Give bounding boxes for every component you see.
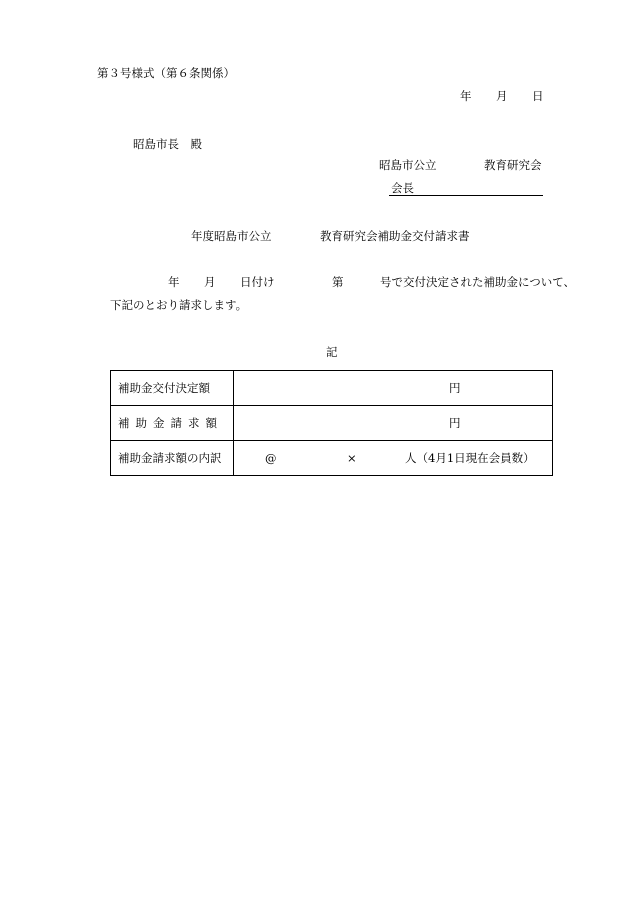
applicant-org-suffix: 教育研究会 [484,158,542,172]
ki-label: 記 [326,345,338,359]
title-prefix: 年度昭島市公立 [191,229,272,243]
table-row [111,441,553,476]
body-line1-rest: 号で交付決定された補助金について、 [380,275,576,289]
row-label: 補助金交付決定額 [111,371,234,406]
date-day: 日 [532,89,544,103]
table-row [111,371,553,406]
table-row [111,406,553,441]
body-number-label: 第 [332,275,344,289]
row-label: 補助金請求額の内訳 [111,441,234,476]
addressee: 昭島市長 殿 [133,137,202,151]
body-year: 年 [168,275,180,289]
row-value [234,371,553,406]
row-value [234,406,553,441]
row-value [234,441,553,476]
detail-table [110,370,553,476]
yen-unit: 円 [449,416,461,430]
chair-signature-line [389,195,543,196]
date-month: 月 [496,89,508,103]
row-label: 補助金請求額 [111,406,234,441]
at-sign: @ [265,451,277,465]
body-line2: 下記のとおり請求します。 [110,298,248,312]
chair-label: 会長 [391,181,414,195]
yen-unit: 円 [449,381,461,395]
form-number: 第３号様式（第６条関係） [97,66,235,80]
date-year: 年 [460,89,472,103]
times-sign: × [347,451,357,465]
title-suffix: 教育研究会補助金交付請求書 [320,229,470,243]
applicant-org-prefix: 昭島市公立 [379,158,437,172]
persons-note: 人（4月1日現在会員数） [405,451,535,465]
body-dated: 日付け [240,275,275,289]
body-month: 月 [204,275,216,289]
